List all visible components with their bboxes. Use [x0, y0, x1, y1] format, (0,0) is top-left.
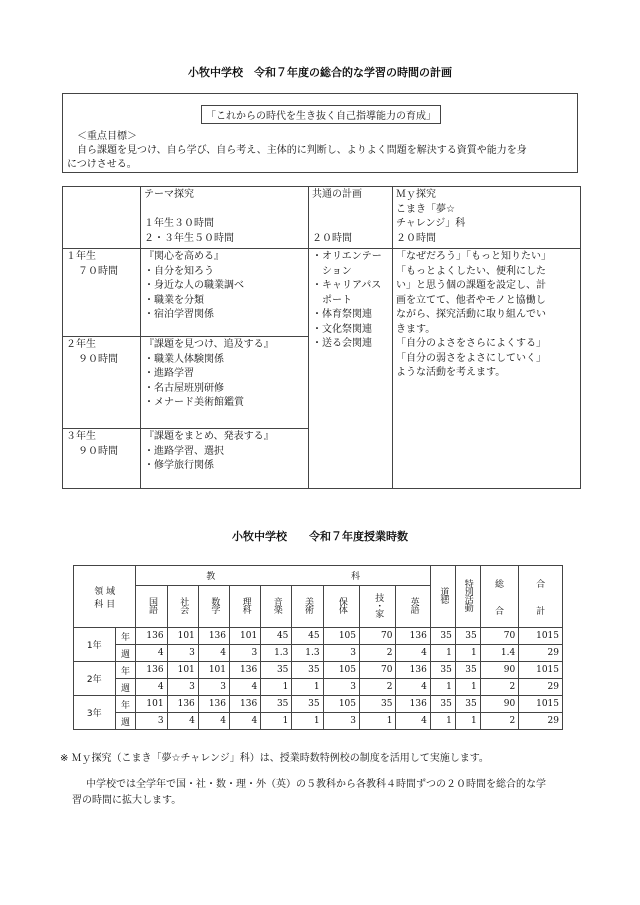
kyouka-header [136, 566, 430, 586]
plan-table [62, 186, 581, 489]
hours-cell: 1015 [519, 662, 563, 679]
common-header-line [312, 217, 389, 232]
subject-header [323, 586, 359, 628]
theme-header-line: ２・３年生５０時間 [144, 232, 234, 244]
hours-cell: 35 [455, 696, 480, 713]
goal-box [62, 93, 578, 173]
hours-cell: 3 [167, 645, 198, 662]
hours-cell: 35 [430, 696, 455, 713]
my-header [393, 187, 581, 249]
common-item: ・オリエンテー [312, 251, 382, 262]
weekly-label: 週 [115, 713, 136, 730]
my-text-line: 「自分のよさをさらによくする」 [396, 338, 546, 349]
theme-item: 『課題をまとめ、発表する』 [144, 431, 274, 442]
hours-cell: 136 [167, 696, 198, 713]
hours-cell: 35 [455, 662, 480, 679]
subject-label: 美術 [303, 597, 313, 613]
hours-cell: 35 [292, 662, 323, 679]
common-item: ・送る会関連 [312, 338, 372, 349]
hours-cell: 70 [360, 662, 396, 679]
theme-header-line: テーマ探究 [144, 189, 194, 200]
hours-cell: 3 [323, 645, 359, 662]
common-item: ・文化祭関連 [312, 323, 372, 335]
my-text-line: 「なぜだろう」「もっと知りたい」 [396, 251, 551, 262]
note-my-tankyu: ※ Ｍｙ探究（こまき「夢☆チャレンジ」科）は、授業時数特例校の制度を活用して実施します。 [60, 753, 489, 764]
hours-cell: 136 [396, 662, 430, 679]
hours-cell: 105 [323, 628, 359, 645]
subject-header [396, 586, 430, 628]
hours-cell: 4 [136, 645, 167, 662]
grade2-theme [141, 337, 309, 429]
grade1-theme [141, 249, 309, 337]
grade2-hours: ９０時間 [78, 353, 118, 365]
subject-label: 社会 [178, 597, 189, 613]
my-text-line: 「もっとよくしたい、便利にした [396, 265, 546, 277]
theme-item: ・進路学習、選択 [144, 445, 224, 457]
hours-cell: 101 [230, 628, 261, 645]
hours-cell: 1015 [519, 696, 563, 713]
grade3-name: ３年生 [66, 431, 96, 442]
goal-text-2: につけさせる。 [67, 159, 137, 170]
tokkatsu-label: 特別活動 [462, 579, 473, 611]
hours-cell: 4 [230, 713, 261, 730]
hours-cell: 4 [396, 645, 430, 662]
plan-header-row [63, 187, 581, 249]
subject-header [230, 586, 261, 628]
hours-cell: 4 [167, 713, 198, 730]
theme-item: ・名古屋班別研修 [144, 382, 224, 394]
theme-item: ・宿泊学習関係 [144, 309, 214, 320]
hours-cell: 4 [396, 679, 430, 696]
theme-item: ・職業人体験関係 [144, 353, 224, 365]
sougou-header [480, 566, 518, 628]
hours-cell: 3 [323, 713, 359, 730]
hours-cell: 1 [455, 645, 480, 662]
theme-header-line: １年生３０時間 [144, 218, 214, 229]
subject-label: 数学 [209, 597, 220, 613]
subject-header [136, 586, 167, 628]
goukei-header [519, 566, 563, 628]
common-header-line [312, 203, 389, 218]
hours-row [74, 679, 563, 696]
my-text-line: ような活動を考えます。 [396, 367, 506, 378]
hours-cell: 3 [230, 645, 261, 662]
my-header-line: チャレンジ」科 [396, 218, 466, 229]
theme-item: ・進路学習 [144, 368, 194, 379]
subject-label: 保体 [336, 597, 347, 613]
sougou-char-1: 総 [494, 579, 504, 590]
hours-cell: 29 [519, 713, 563, 730]
hours-cell: 101 [136, 696, 167, 713]
common-items-cell [309, 249, 393, 489]
grade3-label [63, 429, 141, 489]
hours-cell: 4 [396, 713, 430, 730]
hours-cell: 4 [136, 679, 167, 696]
corner-kamoku: 科 目 [94, 599, 116, 610]
grade-label: 1年 [74, 628, 116, 662]
sougou-char-2: 合 [494, 606, 504, 617]
my-header-line: ２０時間 [396, 232, 436, 244]
hours-cell: 2 [360, 645, 396, 662]
hours-cell: 45 [292, 628, 323, 645]
goal-text-1: 自ら課題を見つけ、自ら学び、自ら考え、主体的に判断し、よりよく問題を解決する資質や能力を身 [77, 145, 527, 156]
hours-cell: 1.3 [292, 645, 323, 662]
hours-cell: 4 [198, 645, 229, 662]
corner-ryouiki: 領 域 [94, 586, 116, 597]
grade1-label [63, 249, 141, 337]
hours-cell: 105 [323, 662, 359, 679]
hours-cell: 35 [292, 696, 323, 713]
hours-cell: 2 [480, 679, 518, 696]
grade-label: 3年 [74, 696, 116, 730]
hours-cell: 4 [198, 713, 229, 730]
common-item: ポート [312, 294, 352, 306]
note-expansion-2: 習の時間に拡大します。 [72, 795, 182, 806]
dotoku-label: 道徳 [438, 587, 449, 603]
hours-cell: 3 [198, 679, 229, 696]
common-item: ション [312, 265, 352, 277]
hours-cell: 90 [480, 696, 518, 713]
hours-cell: 4 [230, 679, 261, 696]
weekly-label: 週 [115, 679, 136, 696]
hours-cell: 1.4 [480, 645, 518, 662]
common-header-line: ２０時間 [312, 232, 352, 244]
hours-cell: 29 [519, 679, 563, 696]
note-expansion-1: 中学校では全学年で国・社・数・理・外（英）の５教科から各教科４時間ずつの２０時間を総合的な学 [86, 779, 546, 790]
hours-cell: 35 [455, 628, 480, 645]
grade1-name: １年生 [66, 251, 96, 262]
goukei-char-1: 合 [536, 579, 546, 590]
theme-item: 『課題を見つけ、追及する』 [144, 339, 274, 350]
tokkatsu-header [455, 566, 480, 628]
hours-cell: 90 [480, 662, 518, 679]
hours-cell: 101 [198, 662, 229, 679]
my-header-line: Ｍｙ探究 [396, 189, 436, 200]
my-text-cell [393, 249, 581, 489]
my-text-line: ながら、探究活動に取り組んでい [396, 309, 546, 320]
subject-label: 国語 [146, 597, 157, 613]
hours-cell: 1.3 [261, 645, 292, 662]
hours-cell: 2 [360, 679, 396, 696]
plan-corner-cell [63, 187, 141, 249]
plan-title: 小牧中学校 令和７年度の総合的な学習の時間の計画 [188, 66, 452, 79]
hours-cell: 1 [261, 713, 292, 730]
dotoku-header [430, 566, 455, 628]
hours-cell: 136 [396, 628, 430, 645]
weekly-label: 週 [115, 645, 136, 662]
subject-label: 英語 [408, 597, 419, 613]
grade1-hours: ７０時間 [78, 265, 118, 277]
hours-row [74, 628, 563, 645]
hours-cell: 1 [430, 679, 455, 696]
hours-cell: 3 [167, 679, 198, 696]
hours-cell: 101 [167, 628, 198, 645]
hours-cell: 136 [198, 696, 229, 713]
hours-cell: 45 [261, 628, 292, 645]
my-text-line: 「自分の弱さをよさにしていく」 [396, 352, 546, 364]
hours-cell: 136 [396, 696, 430, 713]
hours-cell: 136 [198, 628, 229, 645]
hours-cell: 1 [292, 713, 323, 730]
theme-header [141, 187, 309, 249]
hours-corner [74, 566, 136, 628]
hours-cell: 1 [261, 679, 292, 696]
grade2-name: ２年生 [66, 339, 96, 350]
hours-cell: 136 [230, 696, 261, 713]
hours-cell: 35 [360, 696, 396, 713]
grade3-theme [141, 429, 309, 489]
common-item: ・体育祭関連 [312, 309, 372, 320]
my-header-line: こまき「夢☆ [396, 203, 455, 215]
hours-cell: 1 [292, 679, 323, 696]
goal-heading: ＜重点目標＞ [77, 131, 137, 142]
subject-label: 理科 [240, 597, 251, 613]
hours-cell: 136 [136, 662, 167, 679]
hours-cell: 35 [430, 628, 455, 645]
theme-item: ・修学旅行関係 [144, 460, 214, 471]
hours-cell: 3 [323, 679, 359, 696]
hours-row [74, 645, 563, 662]
kyouka-char-2: 科 [350, 572, 360, 582]
hours-cell: 3 [136, 713, 167, 730]
grade1-row [63, 249, 581, 337]
hours-cell: 1 [360, 713, 396, 730]
hours-cell: 2 [480, 713, 518, 730]
theme-header-line [144, 203, 305, 218]
common-header-line: 共通の計画 [312, 189, 362, 200]
theme-item: 『関心を高める』 [144, 251, 224, 262]
my-text-line: 画を立てて、他者やモノと協働し [396, 294, 546, 306]
hours-cell: 70 [480, 628, 518, 645]
my-text-line: い」と思う個の課題を設定し、計 [396, 280, 546, 291]
subject-header [167, 586, 198, 628]
theme-item: ・身近な人の職業調べ [144, 280, 244, 291]
annual-label: 年 [115, 628, 136, 645]
hours-row [74, 713, 563, 730]
hours-cell: 35 [261, 662, 292, 679]
hours-cell: 1 [455, 679, 480, 696]
hours-cell: 35 [430, 662, 455, 679]
hours-title: 小牧中学校 令和７年度授業時数 [232, 530, 408, 543]
hours-cell: 1015 [519, 628, 563, 645]
hours-row [74, 662, 563, 679]
hours-table [73, 565, 563, 730]
grade-label: 2年 [74, 662, 116, 696]
subject-header [198, 586, 229, 628]
grade3-hours: ９０時間 [78, 445, 118, 457]
common-header [309, 187, 393, 249]
hours-cell: 35 [261, 696, 292, 713]
kyouka-char-1: 教 [206, 572, 216, 582]
subject-label: 音楽 [271, 597, 282, 613]
theme-item: ・自分を知ろう [144, 265, 214, 277]
subject-label: 技・家 [373, 593, 384, 617]
theme-item: ・職業を分類 [144, 294, 204, 306]
subject-header [261, 586, 292, 628]
my-text-line: きます。 [396, 323, 436, 335]
hours-cell: 105 [323, 696, 359, 713]
hours-cell: 136 [230, 662, 261, 679]
slogan: 「これからの時代を生き抜く自己指導能力の育成」 [201, 105, 441, 124]
hours-cell: 1 [455, 713, 480, 730]
hours-cell: 29 [519, 645, 563, 662]
subject-header [360, 586, 396, 628]
common-item: ・キャリアパス [312, 280, 382, 291]
goukei-char-2: 計 [536, 606, 546, 617]
hours-row [74, 696, 563, 713]
hours-cell: 101 [167, 662, 198, 679]
grade2-label [63, 337, 141, 429]
annual-label: 年 [115, 696, 136, 713]
subject-header [292, 586, 323, 628]
hours-cell: 136 [136, 628, 167, 645]
hours-cell: 1 [430, 713, 455, 730]
hours-cell: 70 [360, 628, 396, 645]
hours-cell: 1 [430, 645, 455, 662]
theme-item: ・メナード美術館鑑賞 [144, 397, 244, 408]
annual-label: 年 [115, 662, 136, 679]
